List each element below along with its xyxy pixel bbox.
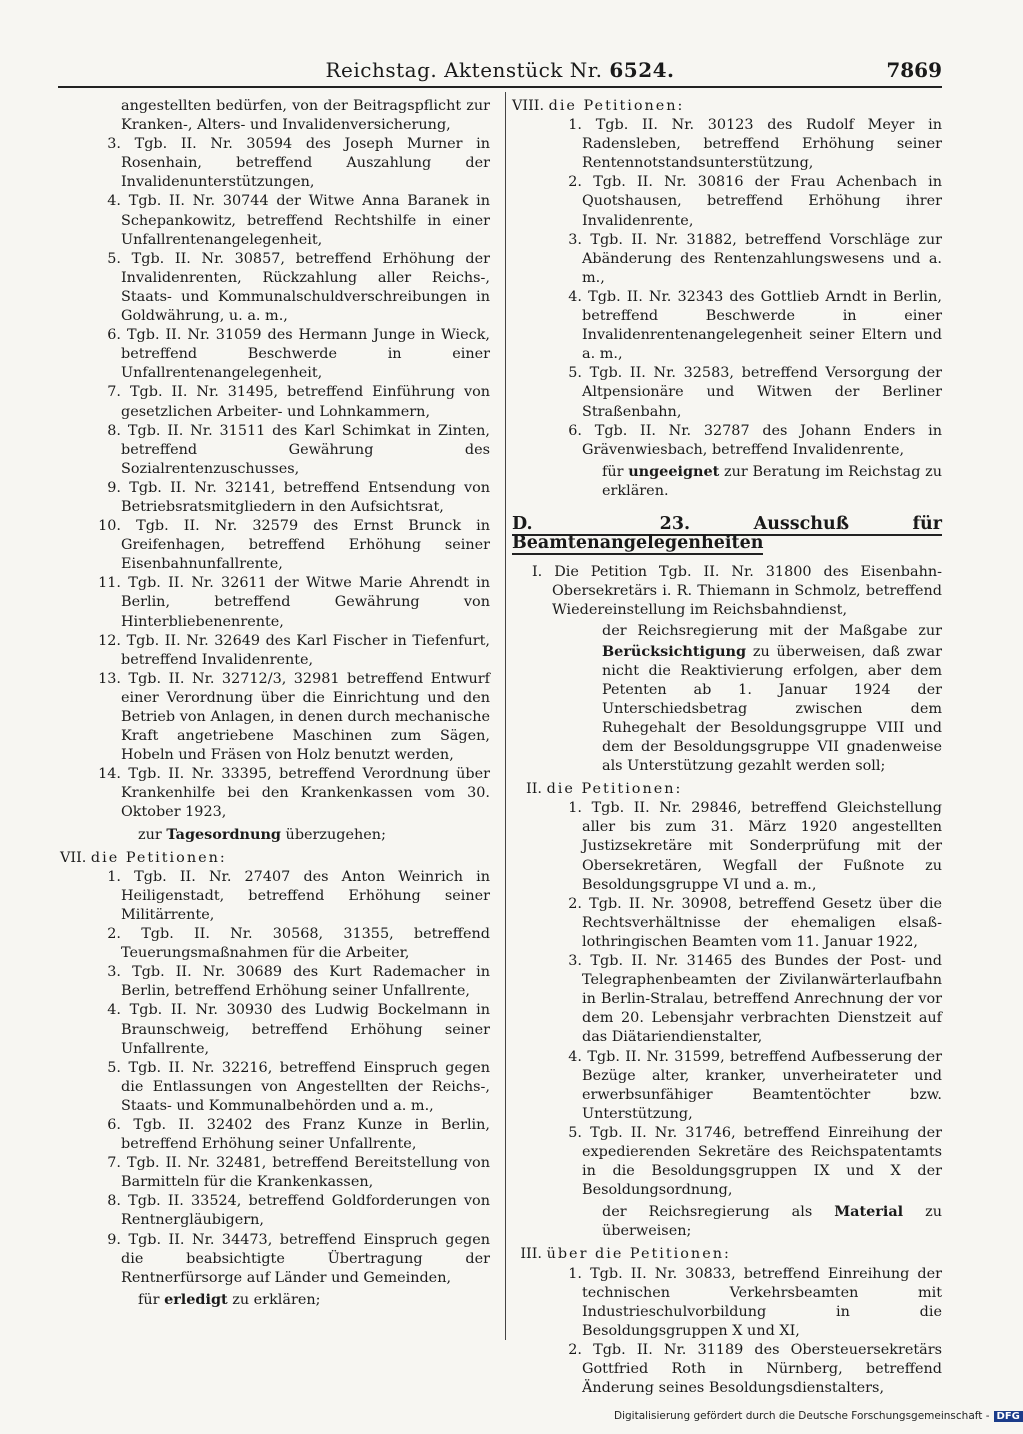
resolution-vii: für erledigt zu erklären; xyxy=(138,1290,321,1308)
petition-item: 3. Tgb. II. Nr. 31882, betreffend Vorschläge zur Abänderung des Rentenzahlungswesens und a. m., xyxy=(568,231,942,286)
petition-item: 5. Tgb. II. Nr. 30857, betreffend Erhöhung der Invalidenrenten, Rückzahlung aller Reichs-, Staats- und Kommunalschuldverschreibungen in Goldwährung, u. a. m., xyxy=(107,250,490,325)
petition-item: 3. Tgb. II. Nr. 30689 des Kurt Rademacher in Berlin, betreffend Erhöhung seiner Unfallrente, xyxy=(107,964,490,1000)
petition-item: 5. Tgb. II. Nr. 32216, betreffend Einspruch gegen die Entlassungen von Angestellten der Reichs-, Staats- und Kommunalbehörden und a. m., xyxy=(107,1059,490,1114)
petition-item: 3. Tgb. II. Nr. 30594 des Joseph Murner in Rosenhain, betreffend Auszahlung der Invalidenunterstützungen, xyxy=(107,136,490,191)
petition-list-vii xyxy=(60,868,490,1288)
page-number: 7869 xyxy=(886,58,942,82)
petition-item: 1. Tgb. II. Nr. 29846, betreffend Gleichstellung aller bis zum 31. März 1920 angestellten Justizsekretäre mit Sonderprüfung mit der Obersekretären, Wegfall der Fußnote zu Besoldungsgruppe VI und a. m., xyxy=(568,800,942,893)
petition-item: 6. Tgb. II. Nr. 32787 des Johann Enders in Grävenwiesbach, betreffend Invalidenrente, xyxy=(568,422,943,458)
section-d-heading: D. 23. Ausschuß für Beamtenangelegenheiten xyxy=(512,513,942,554)
petition-item: 10. Tgb. II. Nr. 32579 des Ernst Brunck in Greifenhagen, betreffend Erhöhung seiner Eisenbahnunfallrente, xyxy=(98,518,490,573)
petition-item: 3. Tgb. II. Nr. 31465 des Bundes der Post- und Telegraphenbeamten der Zivilanwärterlaufbahn in Berlin-Stralau, betreffend Anrechnung der vor dem 20. Lebensjahr verbrachten Dienstzeit auf das Diätariendienstalter, xyxy=(568,953,942,1046)
resolution-viii: für ungeeignet zur Beratung im Reichstag zu erklären. xyxy=(602,462,942,499)
petition-item: 8. Tgb. II. Nr. 31511 des Karl Schimkat in Zinten, betreffend Gewährung des Sozialrentenzuschusses, xyxy=(107,422,491,477)
resolution-d-i: der Reichsregierung mit der Maßgabe zur Berücksichtigung zu überweisen, daß zwar nicht die Reaktivierung erfolgen, aber dem Petenten ab 1. Januar 1924 der Unterschiedsbetrag zwischen dem Ruhegehalt der Besoldungsgruppe VIII und dem der Besoldungsgruppe VII gnadenweise als Unterstützung gezahlt werden soll; xyxy=(602,623,942,775)
petition-item: 2. Tgb. II. Nr. 30908, betreffend Gesetz über die Rechtsverhältnisse der ehemaligen elsaß-lothringischen Beamten vom 11. Januar 1922, xyxy=(568,895,942,950)
petition-item: 6. Tgb. II. 32402 des Franz Kunze in Berlin, betreffend Erhöhung seiner Unfallrente, xyxy=(107,1116,490,1153)
petition-item: 1. Tgb. II. Nr. 27407 des Anton Weinrich in Heiligenstadt, betreffend Erhöhung seiner Militärrente, xyxy=(107,868,490,923)
left-column xyxy=(60,97,490,1314)
petition-item: 4. Tgb. II. Nr. 30930 des Ludwig Bockelmann in Braunschweig, betreffend Erhöhung seiner Unfallrente, xyxy=(107,1002,491,1057)
petition-list-d-ii xyxy=(512,799,942,1200)
petition-item: 13. Tgb. II. Nr. 32712/3, 32981 betreffend Entwurf einer Verordnung über die Einrichtung und den Betrieb von Anlagen, in denen durch mechanische Kraft angetriebene Maschinen zum Sägen, Hobeln und Fräsen von Holz benutzt werden, xyxy=(98,670,490,764)
petition-item: 6. Tgb. II. Nr. 31059 des Hermann Junge in Wieck, betreffend Beschwerde in einer Unfallrentenangelegenheit, xyxy=(107,327,490,382)
petition-item: 2. Tgb. II. Nr. 30568, 31355, betreffend Teuerungsmaßnahmen für die Arbeiter, xyxy=(107,926,490,962)
petition-item: 4. Tgb. II. Nr. 31599, betreffend Aufbesserung der Bezüge alter, kranker, unverheirateter und erwerbsunfähiger Beamtentöchter bzw. Unterstützung, xyxy=(568,1048,942,1122)
petition-item: 2. Tgb. II. Nr. 31189 des Obersteuersekretärs Gottfried Roth in Nürnberg, betreffend Änderung seines Besoldungsdienstalters, xyxy=(568,1341,942,1397)
resolution-vi: zur Tagesordnung überzugehen; xyxy=(138,825,386,843)
petition-item: 5. Tgb. II. Nr. 31746, betreffend Einreihung der expedierenden Sekretäre des Reichspatentamts in die Besoldungsgruppen IX und X der Besoldungsordnung, xyxy=(568,1124,942,1199)
petition-item: 5. Tgb. II. Nr. 32583, betreffend Versorgung der Altpensionäre und Witwen der Berliner Straßenbahn, xyxy=(568,365,942,420)
page-header xyxy=(60,56,940,86)
petition-item: 7. Tgb. II. Nr. 31495, betreffend Einführung von gesetzlichen Arbeiter- und Lohnkammern, xyxy=(107,384,491,420)
petition-list-vi xyxy=(60,135,490,822)
petition-item: 4. Tgb. II. Nr. 30744 der Witwe Anna Baranek in Schepankowitz, betreffend Rechtshilfe in einer Unfallrentenangelegenheit, xyxy=(107,193,490,248)
petition-item: 14. Tgb. II. Nr. 33395, betreffend Verordnung über Krankenhilfe bei den Krankenkassen vom 30. Oktober 1923, xyxy=(98,766,490,821)
group-heading-viii: VIII. die Petitionen: xyxy=(512,98,685,114)
document-number: 6524. xyxy=(609,58,675,82)
group-heading-d-ii: II. die Petitionen: xyxy=(526,781,683,798)
dfg-logo: DFG xyxy=(994,1411,1023,1422)
column-divider xyxy=(505,92,506,1340)
right-column xyxy=(512,97,942,1398)
petition-item: 11. Tgb. II. Nr. 32611 der Witwe Marie Ahrendt in Berlin, betreffend Gewährung von Hinterbliebenenrente, xyxy=(98,575,490,630)
header-rule xyxy=(58,86,942,88)
resolution-d-ii: der Reichsregierung als Material zu überweisen; xyxy=(602,1203,942,1240)
petition-item: 4. Tgb. II. Nr. 32343 des Gottlieb Arndt in Berlin, betreffend Beschwerde in einer Invalidenrentenangelegenheit seiner Eltern und a. m., xyxy=(568,288,943,363)
group-heading-d-iii: III. über die Petitionen: xyxy=(520,1246,731,1263)
petition-item: 8. Tgb. II. 33524, betreffend Goldforderungen von Rentnergläubigern, xyxy=(107,1193,490,1229)
petition-item: 2. Tgb. II. Nr. 30816 der Frau Achenbach in Quotshausen, betreffend Erhöhung ihrer Invalidenrente, xyxy=(568,174,943,229)
petition-item: 1. Tgb. II. Nr. 30123 des Rudolf Meyer in Radensleben, betreffend Erhöhung seiner Rentennotstandsunterstützung, xyxy=(568,117,942,172)
petition-item: 7. Tgb. II. Nr. 32481, betreffend Bereitstellung von Barmitteln für die Krankenkassen, xyxy=(107,1155,490,1191)
running-title: Reichstag. Aktenstück Nr. 6524. xyxy=(325,58,675,82)
group-heading-vii: VII. die Petitionen: xyxy=(60,849,227,866)
petition-list-d-iii xyxy=(512,1265,942,1399)
petition-item: 12. Tgb. II. Nr. 32649 des Karl Fischer in Tiefenfurt, betreffend Invalidenrente, xyxy=(98,632,490,668)
continued-item: angestellten bedürfen, von der Beitragspflicht zur Kranken-, Alters- und Invalidenversicherung, xyxy=(121,98,490,134)
petition-item: 9. Tgb. II. Nr. 32141, betreffend Entsendung von Betriebsratsmitgliedern in den Aufsichtsrat, xyxy=(107,479,491,515)
petition-list-viii xyxy=(512,116,942,460)
petition-item: 1. Tgb. II. Nr. 30833, betreffend Einreihung der technischen Verkehrsbeamten mit Industrieschulvorbildung in die Besoldungsgruppen X und XI, xyxy=(568,1265,942,1339)
section-d-item-i: I. Die Petition Tgb. II. Nr. 31800 des Eisenbahn-Obersekretärs i. R. Thiemann in Schmolz, betreffend Wiedereinstellung im Reichsbahndienst, xyxy=(532,564,943,619)
petition-item: 9. Tgb. II. Nr. 34473, betreffend Einspruch gegen die beabsichtigte Übertragung der Rentnerfürsorge auf Länder und Gemeinden, xyxy=(107,1231,490,1286)
digitization-credit: Digitalisierung gefördert durch die Deutsche Forschungsgemeinschaft - DFG xyxy=(614,1410,1023,1422)
